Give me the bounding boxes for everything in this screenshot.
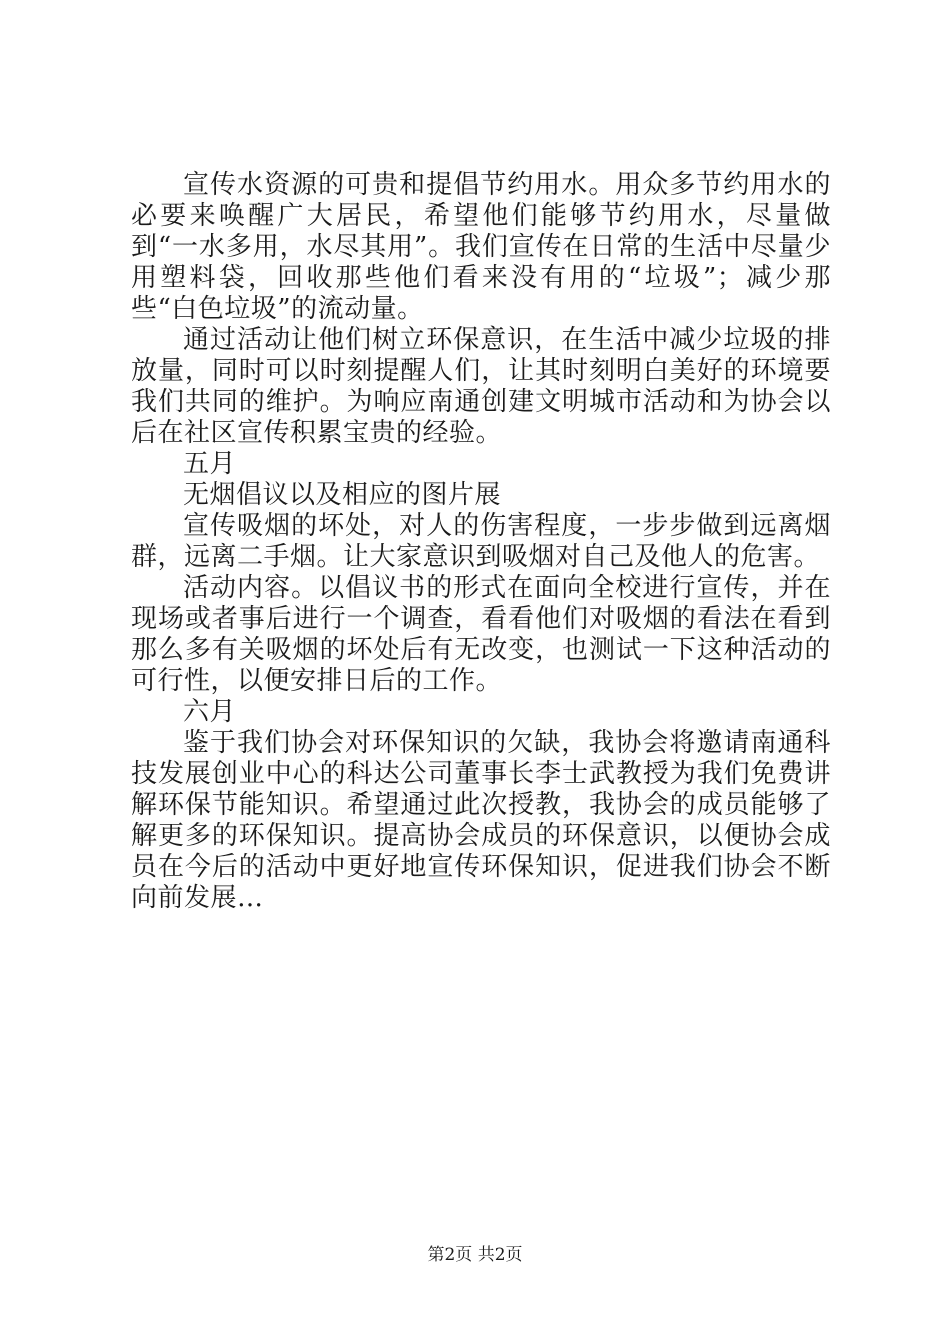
page-footer: 第2页 共2页 <box>427 1245 523 1265</box>
paragraph-environment-awareness: 通过活动让他们树立环保意识，在生活中减少垃圾的排放量，同时可以时刻提醒人们，让其时刻明白美好的环境要我们共同的维护。为响应南通创建文明城市活动和为协会以后在社区宣传积累宝贵的经验。 <box>131 325 831 448</box>
heading-no-smoking-exhibit: 无烟倡议以及相应的图片展 <box>183 480 502 510</box>
paragraph-smoking-harm: 宣传吸烟的坏处，对人的伤害程度，一步步做到远离烟群，远离二手烟。让大家意识到吸烟对自己及他人的危害。 <box>131 511 831 572</box>
document-body <box>131 170 831 914</box>
heading-june: 六月 <box>183 697 237 727</box>
paragraph-lecture: 鉴于我们协会对环保知识的欠缺，我协会将邀请南通科技发展创业中心的科达公司董事长李士武教授为我们免费讲解环保节能知识。希望通过此次授教，我协会的成员能够了解更多的环保知识。提高协会成员的环保意识，以便协会成员在今后的活动中更好地宣传环保知识，促进我们协会不断向前发展… <box>131 728 831 913</box>
paragraph-water-saving: 宣传水资源的可贵和提倡节约用水。用众多节约用水的必要来唤醒广大居民，希望他们能够节约用水，尽量做到“一水多用，水尽其用”。我们宣传在日常的生活中尽量少用塑料袋，回收那些他们看来没有用的“垃圾”；减少那些“白色垃圾”的流动量。 <box>131 170 831 324</box>
paragraph-activity-content: 活动内容。以倡议书的形式在面向全校进行宣传，并在现场或者事后进行一个调查，看看他们对吸烟的看法在看到那么多有关吸烟的坏处后有无改变，也测试一下这种活动的可行性，以便安排日后的工作。 <box>131 573 831 696</box>
heading-may: 五月 <box>183 449 237 479</box>
